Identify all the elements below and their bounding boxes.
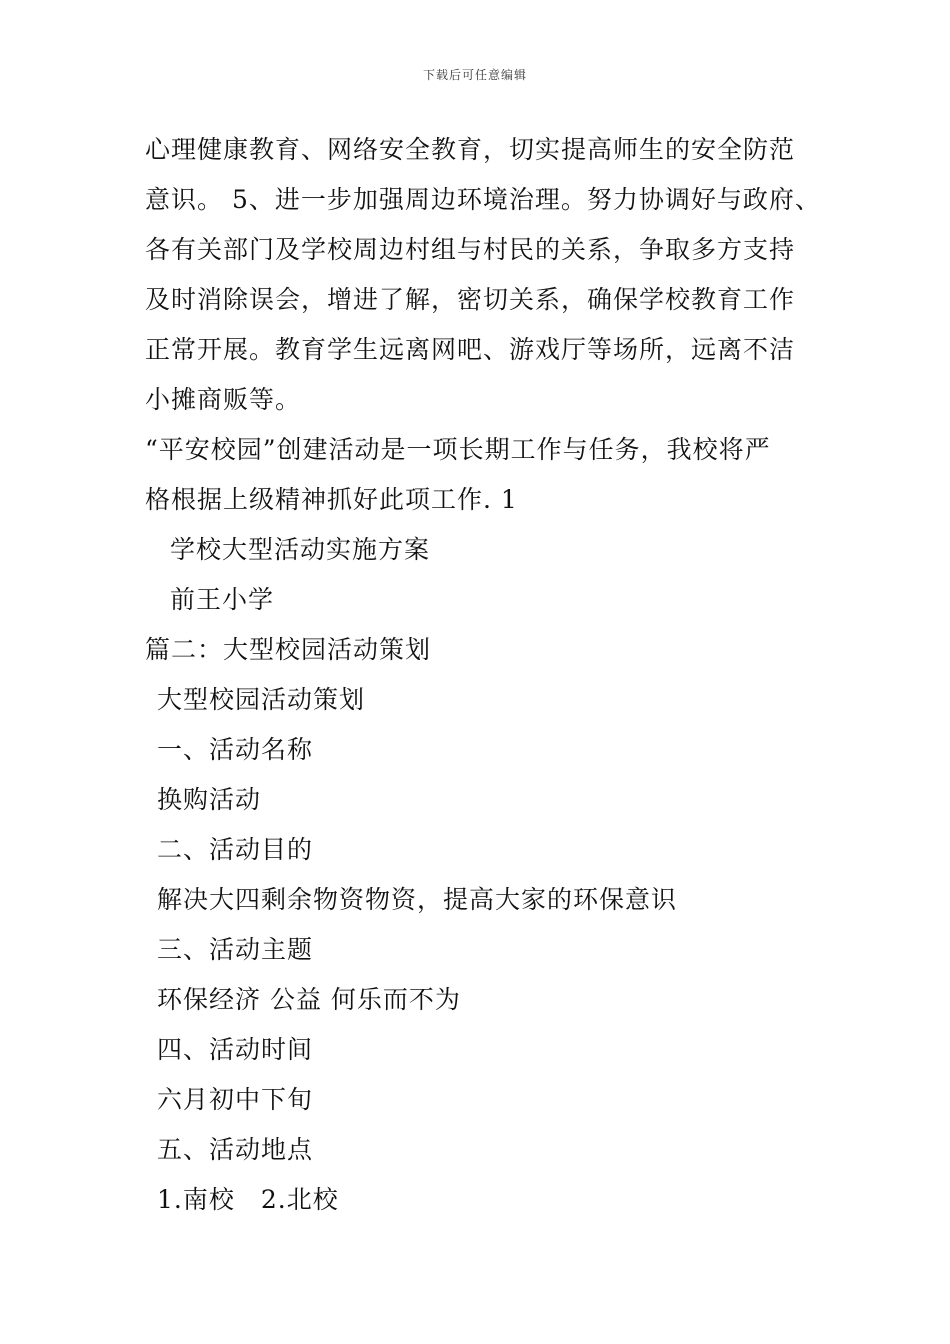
school-name: 前王小学 [170, 585, 275, 614]
item-content: 环保经济 公益 何乐而不为 [157, 985, 461, 1014]
item-heading: 四、活动时间 [157, 1035, 314, 1064]
item-content: 解决大四剩余物资物资，提高大家的环保意识 [157, 885, 678, 914]
item-heading: 二、活动目的 [157, 835, 314, 864]
item-content: 1.南校 2.北校 [157, 1185, 339, 1214]
page-header: 下载后可任意编辑 [422, 68, 527, 82]
item-heading: 三、活动主题 [157, 935, 314, 964]
body-line: 各有关部门及学校周边村组与村民的关系，争取多方支持 [145, 235, 796, 264]
plan-title: 大型校园活动策划 [157, 685, 366, 714]
item-content: 六月初中下旬 [157, 1085, 314, 1114]
item-heading: 一、活动名称 [157, 735, 314, 764]
section-title: 学校大型活动实施方案 [170, 535, 431, 564]
item-content: 换购活动 [157, 785, 262, 814]
chapter-heading: 篇二：大型校园活动策划 [145, 635, 432, 664]
item-heading: 五、活动地点 [157, 1135, 314, 1164]
body-line: 小摊商贩等。 [145, 385, 302, 414]
body-line: 格根据上级精神抓好此项工作. 1 [145, 485, 518, 514]
body-line: 正常开展。教育学生远离网吧、游戏厅等场所，远离不洁 [145, 335, 796, 364]
body-line: “平安校园”创建活动是一项长期工作与任务，我校将严 [145, 435, 771, 464]
body-line: 意识。 5、进一步加强周边环境治理。努力协调好与政府、 [145, 185, 821, 214]
body-line: 心理健康教育、网络安全教育，切实提高师生的安全防范 [145, 135, 796, 164]
body-line: 及时消除误会，增进了解，密切关系，确保学校教育工作 [145, 285, 796, 314]
